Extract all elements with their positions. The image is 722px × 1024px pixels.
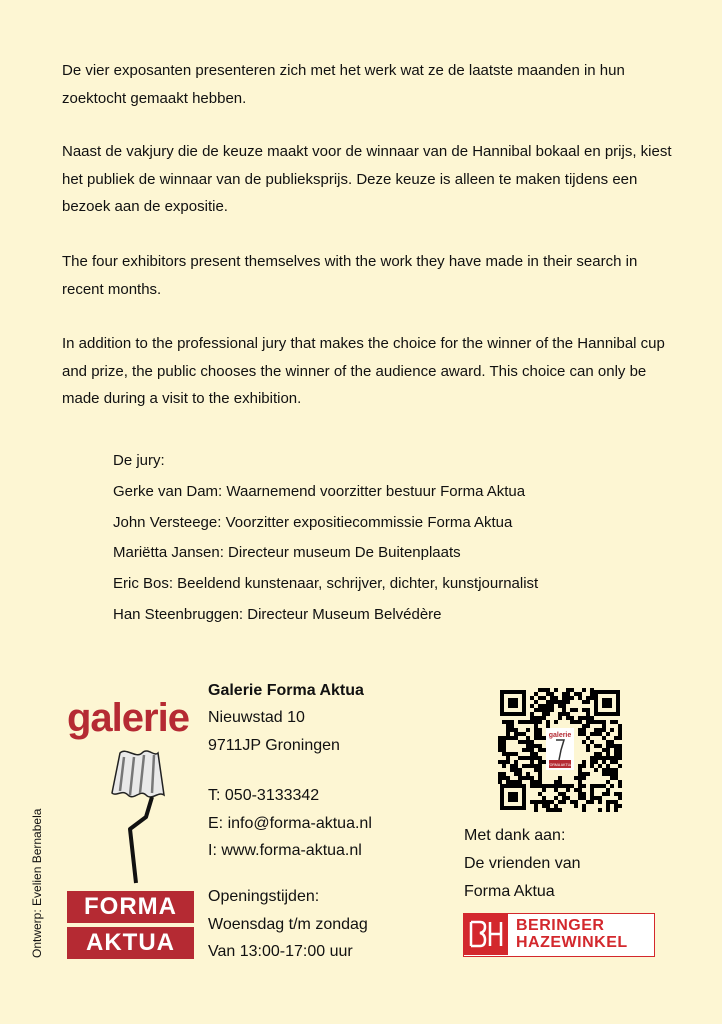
beringer-hazewinkel-logo — [463, 913, 655, 957]
gallery-address — [208, 704, 340, 759]
gallery-contact-details — [208, 782, 372, 865]
gallery-city: 9711JP Groningen — [208, 736, 340, 754]
opening-days: Woensdag t/m zondag — [208, 915, 368, 933]
jury-member: Han Steenbruggen: Directeur Museum Belvédère — [113, 605, 442, 623]
intro-paragraph-en: The four exhibitors present themselves with the work they have made in their search in recent months. — [62, 253, 638, 298]
jury-paragraph-en: In addition to the professional jury that makes the choice for the winner of the Hannibal cup and prize, the public chooses the winner of the audience award. This choice can only be made during a visit to the exhibition. — [62, 335, 665, 407]
opening-hours-label: Openingstijden: — [208, 888, 320, 905]
gallery-name: Galerie Forma Aktua — [208, 682, 364, 699]
jury-list — [113, 448, 538, 633]
bh-wordmark — [516, 917, 628, 951]
design-credit: Ontwerp: Evelien Bernabela — [30, 808, 44, 958]
jury-member: Eric Bos: Beeldend kunstenaar, schrijver, dichter, kunstjournalist — [113, 575, 539, 593]
gallery-street: Nieuwstad 10 — [208, 709, 305, 726]
email-link[interactable]: E: info@forma-aktua.nl — [208, 814, 372, 832]
qr-inner-galerie: galerie — [548, 732, 572, 739]
intro-paragraph-nl: De vier exposanten presenteren zich met het werk wat ze de laatste maanden in hun zoektocht gemaakt hebben. — [62, 62, 625, 107]
thanks-org: Forma Aktua — [464, 883, 555, 900]
jury-member: Mariëtta Jansen: Directeur museum De Buitenplaats — [113, 544, 461, 562]
jury-member: Gerke van Dam: Waarnemend voorzitter bestuur Forma Aktua — [113, 482, 526, 500]
website-link[interactable]: I: www.forma-aktua.nl — [208, 842, 362, 859]
qr-inner-forma: FORMA AKTUA — [547, 763, 573, 767]
opening-times: Van 13:00-17:00 uur — [208, 943, 353, 960]
thanks-text — [464, 822, 581, 906]
logo-forma-box: FORMA — [67, 891, 194, 923]
opening-hours — [208, 883, 368, 966]
roller-brush-icon — [106, 745, 170, 887]
jury-paragraph-nl: Naast de vakjury die de keuze maakt voor de winnaar van de Hannibal bokaal en prijs, kiest het publiek de winnaar van de publieksprijs. Deze keuze is alleen te maken tijdens een bezoek aan de expositie. — [62, 143, 672, 215]
logo-aktua-box: AKTUA — [67, 927, 194, 959]
bh-monogram-icon — [464, 914, 508, 955]
jury-heading: De jury: — [113, 452, 165, 469]
bh-word-hazewinkel: HAZEWINKEL — [516, 934, 628, 951]
qr-code[interactable] — [498, 688, 622, 812]
thanks-label: Met dank aan: — [464, 827, 566, 844]
thanks-friends: De vrienden van — [464, 855, 581, 872]
bh-word-beringer: BERINGER — [516, 917, 605, 934]
jury-member: John Versteege: Voorzitter expositiecommissie Forma Aktua — [113, 513, 513, 531]
logo-galerie-word: galerie — [67, 696, 189, 740]
phone-number: T: 050-3133342 — [208, 787, 320, 804]
